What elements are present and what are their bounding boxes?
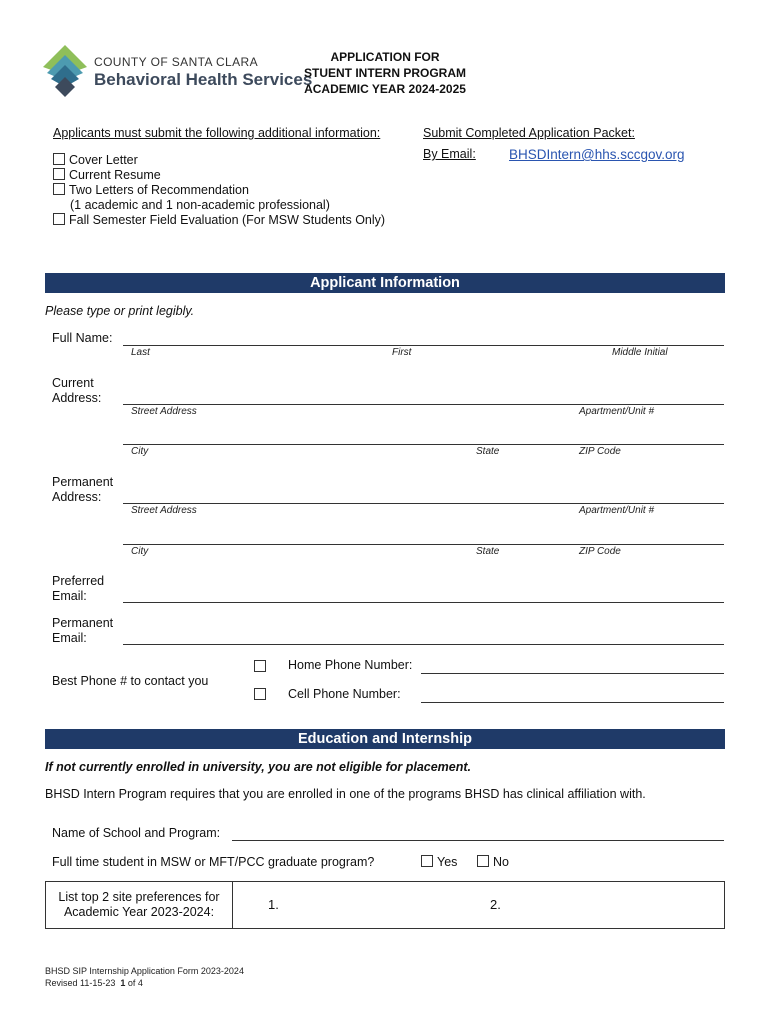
by-email-label: By Email:: [423, 147, 476, 161]
city-caption: City: [131, 446, 149, 457]
eligibility-warning: If not currently enrolled in university, you are not eligible for placement.: [45, 760, 472, 774]
title-line3: ACADEMIC YEAR 2024-2025: [304, 82, 466, 96]
best-phone-label: Best Phone # to contact you: [52, 674, 209, 688]
choice-2[interactable]: 2.: [490, 897, 501, 912]
state-caption: State: [476, 446, 500, 457]
checkbox-icon[interactable]: [53, 168, 65, 180]
home-phone-checkbox[interactable]: [254, 660, 266, 672]
street-caption: Street Address: [131, 505, 197, 516]
req-field-eval: Fall Semester Field Evaluation (For MSW Students Only): [53, 213, 385, 228]
site-pref-label: List top 2 site preferences for Academic Year 2023-2024:: [46, 882, 233, 928]
checkbox-icon[interactable]: [477, 855, 489, 867]
checkbox-icon[interactable]: [421, 855, 433, 867]
street-caption: Street Address: [131, 406, 197, 417]
form-title: [300, 49, 470, 97]
checkbox-icon[interactable]: [53, 183, 65, 195]
no-option[interactable]: No: [477, 855, 509, 870]
requirements-heading: Applicants must submit the following additional information:: [53, 126, 381, 140]
middle-caption: Middle Initial: [612, 347, 668, 358]
instructions: Please type or print legibly.: [45, 304, 195, 318]
program-note: BHSD Intern Program requires that you are enrolled in one of the programs BHSD has clinical affiliation with.: [45, 787, 646, 801]
logo-county-text: COUNTY OF SANTA CLARA: [94, 55, 258, 69]
cell-phone-checkbox[interactable]: [254, 688, 266, 700]
apt-caption: Apartment/Unit #: [579, 406, 655, 417]
permanent-address-label: Permanent Address:: [52, 475, 114, 504]
applicant-section-bar: Applicant Information: [45, 273, 725, 293]
first-caption: First: [392, 347, 412, 358]
choice-1[interactable]: 1.: [268, 897, 279, 912]
school-label: Name of School and Program:: [52, 826, 221, 840]
city-caption: City: [131, 546, 149, 557]
zip-caption: ZIP Code: [579, 546, 621, 557]
cell-phone-field[interactable]: [421, 702, 724, 703]
req-letters: Two Letters of Recommendation: [53, 183, 249, 198]
school-field[interactable]: [232, 840, 724, 841]
home-phone-label: Home Phone Number:: [288, 658, 413, 672]
checkbox-icon[interactable]: [53, 153, 65, 165]
submit-heading: Submit Completed Application Packet:: [423, 126, 635, 140]
checkbox-icon[interactable]: [53, 213, 65, 225]
current-address-label: Current Address:: [52, 376, 102, 405]
current-street-field[interactable]: [123, 404, 724, 405]
education-section-bar: Education and Internship: [45, 729, 725, 749]
preferred-email-label: Preferred Email:: [52, 574, 105, 603]
permanent-city-field[interactable]: [123, 544, 724, 545]
req-resume: Current Resume: [53, 168, 161, 183]
full-name-label: Full Name:: [52, 331, 113, 345]
preferred-email-field[interactable]: [123, 602, 724, 603]
yes-option[interactable]: Yes: [421, 855, 457, 870]
county-logo-icon: [43, 45, 87, 97]
req-letters-note: (1 academic and 1 non-academic professional): [70, 198, 330, 212]
site-preferences-table: [45, 881, 725, 929]
permanent-email-label: Permanent Email:: [52, 616, 114, 645]
apt-caption: Apartment/Unit #: [579, 505, 655, 516]
permanent-street-field[interactable]: [123, 503, 724, 504]
current-city-field[interactable]: [123, 444, 724, 445]
last-caption: Last: [131, 347, 150, 358]
footer-form-name: BHSD SIP Internship Application Form 2023-2024: [45, 966, 244, 976]
email-link[interactable]: BHSDIntern@hhs.sccgov.org: [509, 147, 685, 162]
footer: [45, 965, 244, 989]
title-line2: STUENT INTERN PROGRAM: [304, 66, 466, 80]
zip-caption: ZIP Code: [579, 446, 621, 457]
footer-revised: Revised 11-15-23 1 of 4: [45, 978, 143, 988]
logo-dept-text: Behavioral Health Services: [94, 70, 313, 89]
home-phone-field[interactable]: [421, 673, 724, 674]
req-cover-letter: Cover Letter: [53, 153, 138, 168]
title-line1: APPLICATION FOR: [330, 50, 440, 64]
cell-phone-label: Cell Phone Number:: [288, 687, 401, 701]
fulltime-label: Full time student in MSW or MFT/PCC graduate program?: [52, 855, 375, 869]
permanent-email-field[interactable]: [123, 644, 724, 645]
full-name-field[interactable]: [123, 345, 724, 346]
state-caption: State: [476, 546, 500, 557]
